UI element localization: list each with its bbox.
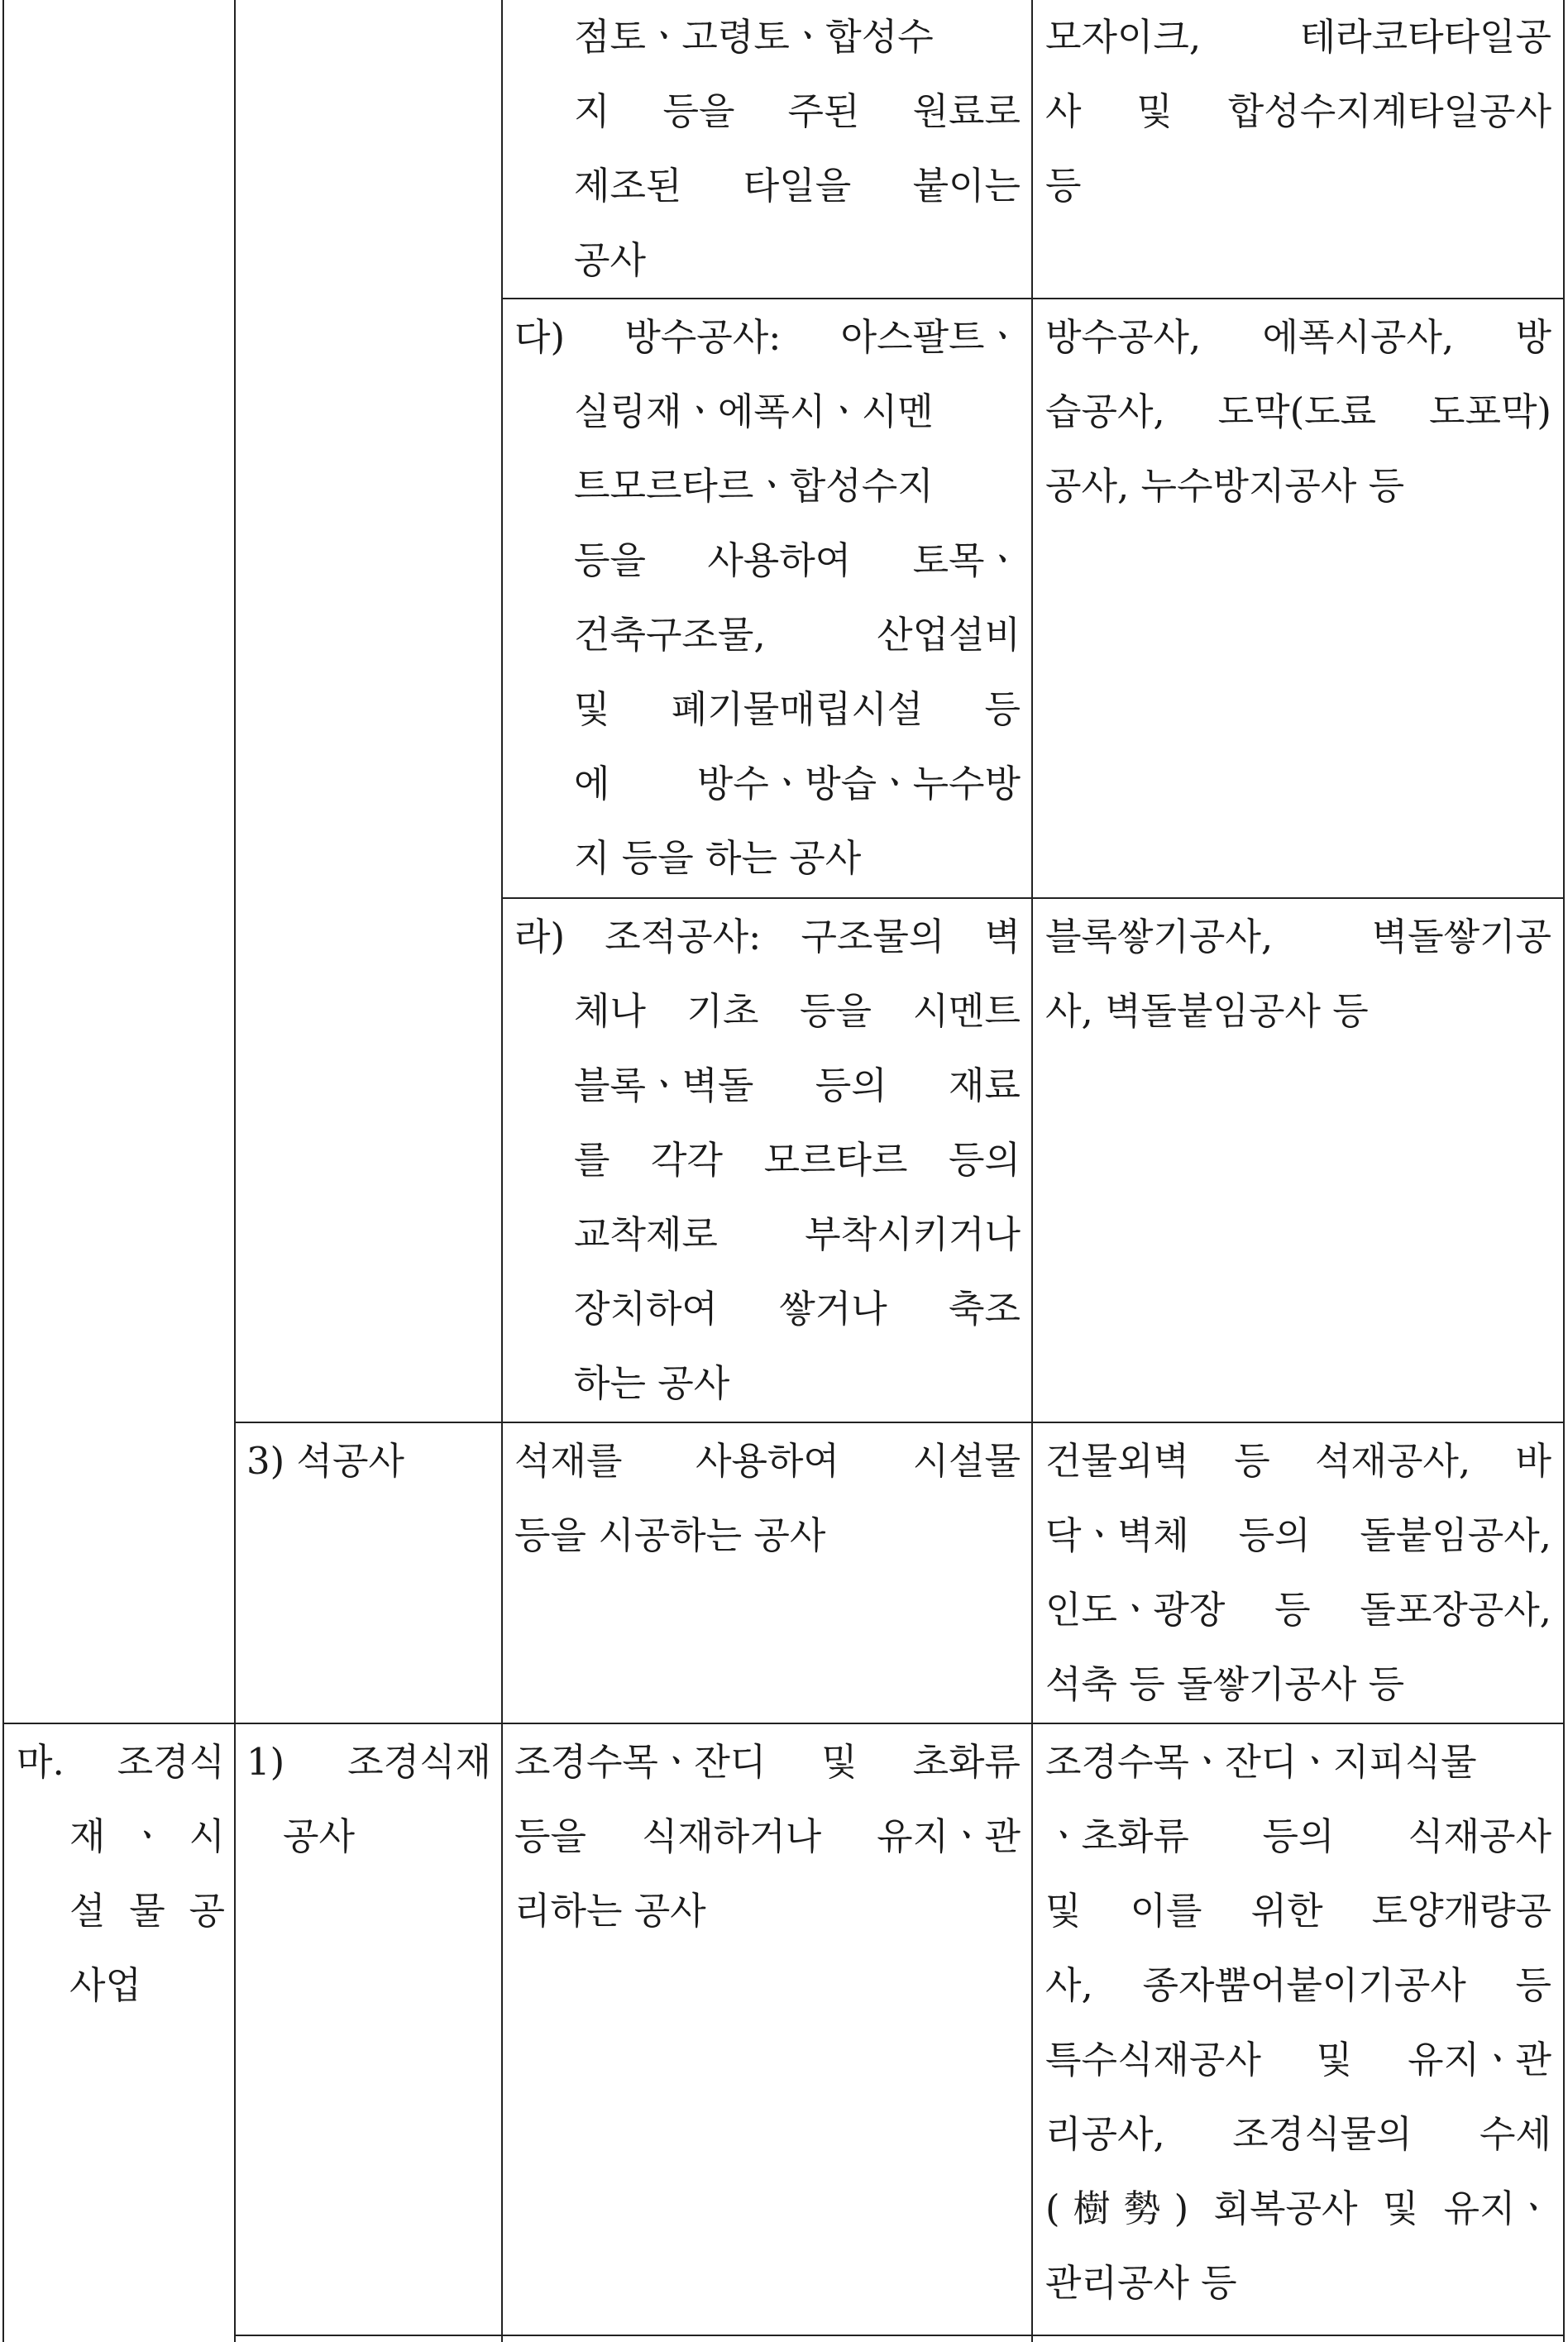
tile-work-examples-cell (1045, 0, 1551, 223)
stone-example-line: 석축 등 돌쌓기공사 등 (1045, 1662, 1405, 1706)
masonry-examples-cell (1045, 900, 1551, 1049)
masonry-example-line: 사, 벽돌붙임공사 등 (1045, 989, 1369, 1033)
stone-work-label: 3) 석공사 (246, 1439, 404, 1483)
stone-work-examples-cell (1045, 1424, 1551, 1722)
masonry-description-line: 체나 기초 등을 시멘트 (574, 989, 1021, 1033)
landscape-subcategory-line: 공사 (283, 1814, 355, 1858)
landscape-description-line: 조경수목ㆍ잔디 및 초화류 (514, 1740, 1021, 1784)
landscape-subcategory-line: 1) 조경식재 (246, 1740, 491, 1784)
column-divider-2 (501, 0, 503, 2342)
tile-description-line: 지 등을 주된 원료로 (574, 89, 1021, 133)
waterproofing-example-line: 방수공사, 에폭시공사, 방 (1045, 315, 1551, 359)
waterproofing-description-line: 및 폐기물매립시설 등 (574, 687, 1021, 731)
waterproofing-description-line: 트모르타르ㆍ합성수지 (574, 464, 934, 508)
masonry-description-line: 를 각각 모르타르 등의 (574, 1138, 1021, 1182)
masonry-description-line: 장치하여 쌓거나 축조 (574, 1287, 1021, 1331)
landscape-example-line: 리공사, 조경식물의 수세 (1045, 2112, 1551, 2156)
waterproofing-description-line: 등을 사용하여 토목ㆍ (574, 538, 1021, 582)
masonry-description-line: 교착제로 부착시키거나 (574, 1212, 1021, 1256)
tile-example-line: 모자이크, 테라코타타일공 (1045, 15, 1551, 59)
landscape-category-cell (17, 1725, 225, 2023)
stone-example-line: 건물외벽 등 석재공사, 바 (1045, 1439, 1551, 1483)
column-divider-1 (234, 0, 236, 2342)
column-divider-3 (1031, 0, 1033, 2342)
masonry-description-line: 하는 공사 (574, 1361, 730, 1405)
landscape-example-line: 관리공사 등 (1045, 2261, 1237, 2305)
waterproofing-description-line: 에 방수ㆍ방습ㆍ누수방 (574, 762, 1021, 805)
waterproofing-description-line: 다) 방수공사: 아스팔트ㆍ (514, 315, 1021, 359)
waterproofing-description-line: 건축구조물, 산업설비 (574, 613, 1021, 657)
waterproofing-example-line: 공사, 누수방지공사 등 (1045, 464, 1405, 508)
landscape-example-line: 및 이를 위한 토양개량공 (1045, 1889, 1551, 1933)
landscape-example-line: 조경수목ㆍ잔디ㆍ지피식물 (1045, 1740, 1477, 1784)
row-divider (2, 1723, 1565, 1724)
waterproofing-description-cell (514, 300, 1021, 896)
stone-description-line: 석재를 사용하여 시설물 (514, 1439, 1021, 1483)
landscape-example-line: 사, 종자뿜어붙이기공사 등 (1045, 1963, 1551, 2007)
masonry-example-line: 블록쌓기공사, 벽돌쌓기공 (1045, 915, 1551, 958)
landscape-example-line: ㆍ초화류 등의 식재공사 (1045, 1814, 1551, 1858)
tile-work-description-cell (574, 0, 1021, 298)
table-right-border (1563, 0, 1565, 2342)
landscape-description-line: 리하는 공사 (514, 1889, 706, 1933)
landscape-description-line: 등을 식재하거나 유지ㆍ관 (514, 1814, 1021, 1858)
waterproofing-description-line: 지 등을 하는 공사 (574, 836, 862, 880)
stone-example-line: 인도ㆍ광장 등 돌포장공사, (1045, 1588, 1551, 1632)
stone-work-subcategory-cell (246, 1424, 491, 1498)
landscape-category-line: 마. 조경식 (17, 1740, 225, 1784)
waterproofing-examples-cell (1045, 300, 1551, 523)
tile-example-line: 등 (1045, 164, 1082, 208)
stone-work-description-cell (514, 1424, 1021, 1573)
stone-example-line: 닥ㆍ벽체 등의 돌붙임공사, (1045, 1513, 1551, 1557)
tile-example-line: 사 및 합성수지계타일공사 (1045, 89, 1551, 133)
tile-description-line: 점토ㆍ고령토ㆍ합성수 (574, 15, 934, 59)
landscape-category-line: 사업 (69, 1963, 141, 2007)
landscape-subcategory-cell (246, 1725, 491, 1874)
tile-description-line: 제조된 타일을 붙이는 (574, 164, 1021, 208)
landscape-category-line: 설 물 공 (69, 1889, 225, 1933)
masonry-description-cell (514, 900, 1021, 1421)
masonry-description-line: 블록ㆍ벽돌 등의 재료 (574, 1063, 1021, 1107)
waterproofing-description-line: 실링재ㆍ에폭시ㆍ시멘 (574, 390, 934, 433)
landscape-category-line: 재 ㆍ 시 (69, 1814, 225, 1858)
masonry-description-line: 라) 조적공사: 구조물의 벽 (514, 915, 1021, 958)
stone-description-line: 등을 시공하는 공사 (514, 1513, 826, 1557)
waterproofing-example-line: 습공사, 도막(도료 도포막) (1045, 390, 1551, 433)
landscape-examples-cell (1045, 1725, 1551, 2320)
landscape-description-cell (514, 1725, 1021, 1948)
landscape-example-line: 특수식재공사 및 유지ㆍ관 (1045, 2038, 1551, 2082)
row-divider (234, 1422, 1565, 1423)
row-divider (501, 897, 1565, 899)
landscape-example-line: (樹勢) 회복공사 및 유지ㆍ (1045, 2187, 1551, 2230)
tile-description-line: 공사 (574, 238, 646, 282)
row-divider (501, 298, 1565, 299)
table-left-border (2, 0, 4, 2342)
table-bottom-border (234, 2335, 1565, 2336)
